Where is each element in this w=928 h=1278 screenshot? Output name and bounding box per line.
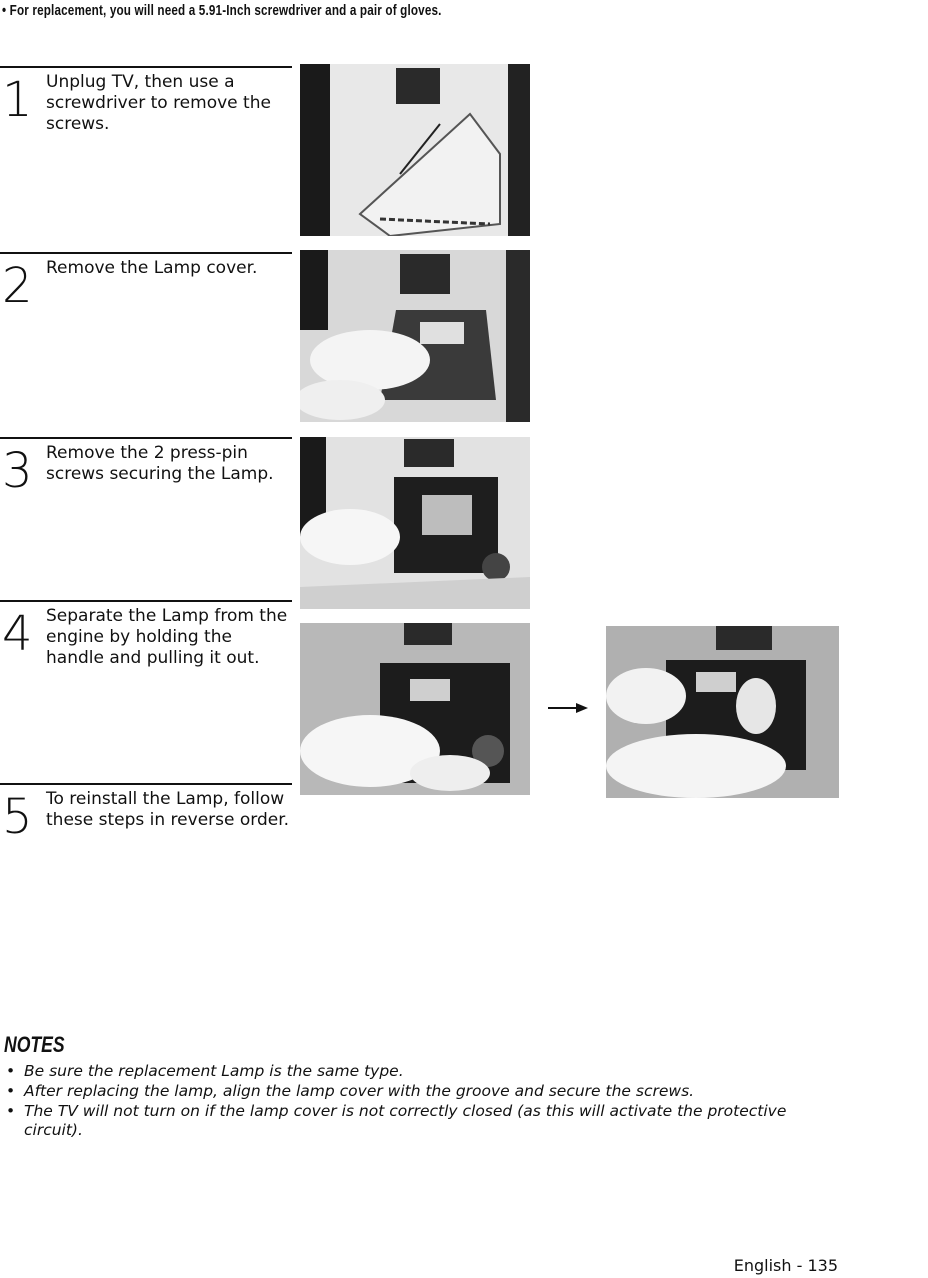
notes-title: NOTES <box>4 1032 65 1057</box>
step-4-photo-b <box>606 626 839 798</box>
step-2-photo <box>300 250 530 422</box>
page-footer: English - 135 <box>733 1256 838 1275</box>
step-1 <box>0 66 292 248</box>
note-item <box>6 1062 836 1081</box>
step-4-photo-a <box>300 623 530 795</box>
note-text: Be sure the replacement Lamp is the same type. <box>24 1062 404 1080</box>
step-number: 3 <box>2 443 33 499</box>
step-text: To reinstall the Lamp, follow these steps in reverse order. <box>46 789 290 830</box>
bullet-icon: • <box>6 1102 16 1120</box>
intro-text: • For replacement, you will need a 5.91-Inch screwdriver and a pair of gloves. <box>2 2 442 19</box>
step-number: 5 <box>2 789 33 845</box>
note-text: The TV will not turn on if the lamp cover is not correctly closed (as this will activate the protective circuit). <box>24 1102 787 1139</box>
step-number: 1 <box>2 72 33 128</box>
arrow-right-icon <box>548 700 588 716</box>
step-3 <box>0 437 292 599</box>
step-text: Unplug TV, then use a screwdriver to remove the screws. <box>46 72 271 134</box>
step-5 <box>0 783 292 855</box>
step-2 <box>0 252 292 434</box>
step-text: Remove the Lamp cover. <box>46 258 258 278</box>
step-3-photo <box>300 437 530 609</box>
step-1-photo <box>300 64 530 236</box>
note-item <box>6 1102 836 1140</box>
note-item <box>6 1082 836 1101</box>
bullet-icon: • <box>6 1082 16 1100</box>
bullet-icon: • <box>6 1062 16 1080</box>
step-number: 4 <box>2 606 33 662</box>
notes-list <box>6 1062 836 1141</box>
step-text: Separate the Lamp from the engine by holding the handle and pulling it out. <box>46 606 288 668</box>
step-number: 2 <box>2 258 33 314</box>
note-text: After replacing the lamp, align the lamp cover with the groove and secure the screws. <box>24 1082 695 1100</box>
step-text: Remove the 2 press-pin screws securing the Lamp. <box>46 443 274 484</box>
step-4 <box>0 600 292 782</box>
